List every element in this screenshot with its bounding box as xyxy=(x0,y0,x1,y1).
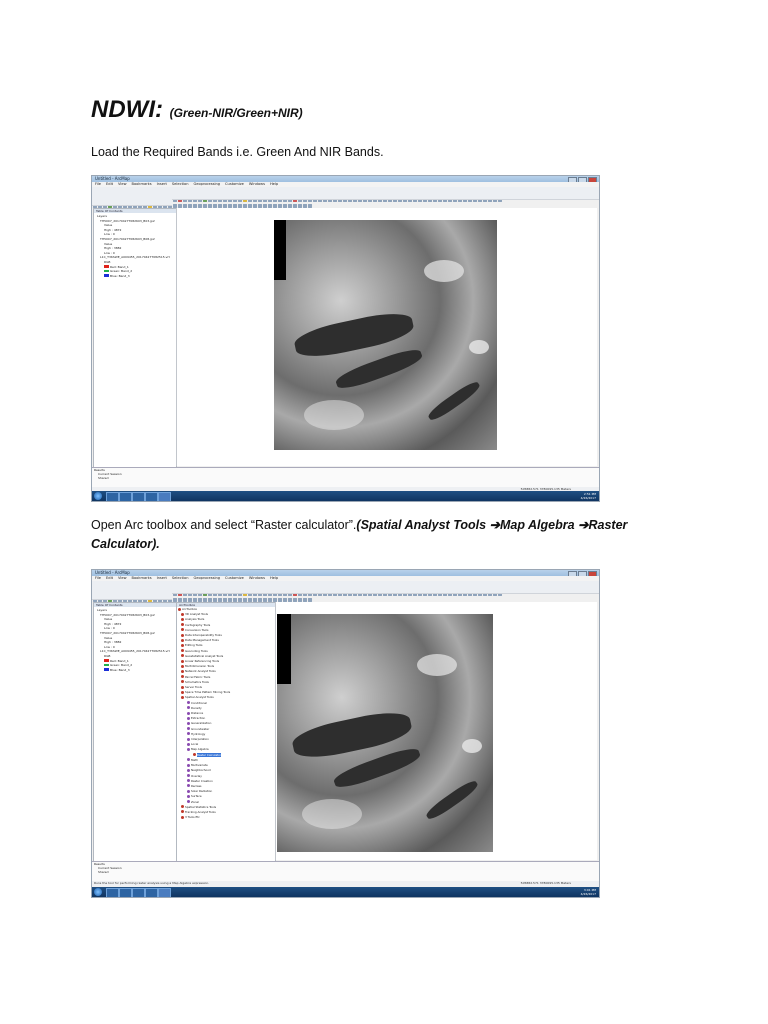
toolbox-item-label: Neighborhood xyxy=(191,768,211,773)
toolbox-item-label: Multidimension Tools xyxy=(185,664,215,669)
toolbox-icon xyxy=(181,816,184,819)
menu-item-geoprocessing[interactable]: Geoprocessing xyxy=(193,182,221,186)
toolbox-tree xyxy=(177,607,275,820)
start-button[interactable] xyxy=(94,888,102,896)
toolbox-item-label: Math xyxy=(191,757,198,762)
toolbox-icon xyxy=(181,649,184,652)
toolbox-item-label: Parcel Fabric Tools xyxy=(185,674,211,679)
menu-item-customize[interactable]: Customize xyxy=(225,576,244,580)
toolbox-icon xyxy=(181,628,184,631)
toolbox-item-label: Tracking Analyst Tools xyxy=(185,809,216,814)
toolbox-item-label: Zonal xyxy=(191,799,199,804)
toolbox-icon xyxy=(187,738,190,741)
toolbox-item-label: Data Interoperability Tools xyxy=(185,633,222,638)
taskbar-app-explorer[interactable] xyxy=(106,492,119,502)
taskbar-app-folder[interactable] xyxy=(119,492,132,502)
toc-item-label: Low : 0 xyxy=(104,250,115,255)
toolbox-item-label: Editing Tools xyxy=(185,643,203,648)
toc-item-label: High : 3882 xyxy=(104,640,122,645)
menu-item-insert[interactable]: Insert xyxy=(156,182,167,186)
toolbox-item-label: Network Analyst Tools xyxy=(185,669,216,674)
band-color-swatch xyxy=(104,664,109,667)
toolbox-item-label: Spatial Statistics Tools xyxy=(185,804,217,809)
band-color-swatch xyxy=(104,668,109,671)
taskbar-clock xyxy=(581,492,596,500)
results-panel xyxy=(92,861,599,882)
toc-list xyxy=(94,607,176,672)
menu-item-windows[interactable]: Windows xyxy=(248,576,265,580)
toolbox-icon xyxy=(187,779,190,782)
toolbox-icon xyxy=(187,743,190,746)
satellite-raster-image xyxy=(274,220,497,450)
toolbox-item[interactable] xyxy=(177,815,275,820)
band-color-swatch xyxy=(104,270,109,273)
arctoolbox-panel xyxy=(176,602,276,862)
toolbox-item-label: Cartography Tools xyxy=(185,622,211,627)
step2-instruction: Open Arc toolbox and select “Raster calculator”. xyxy=(91,518,357,532)
toolbox-icon xyxy=(187,784,190,787)
taskbar-app-media[interactable] xyxy=(132,492,145,502)
menu-item-windows[interactable]: Windows xyxy=(248,182,265,186)
toc-item-label: Red: Band_1 xyxy=(110,264,129,269)
toc-item-label: TH5007_20170427T082603_B08.jp2 xyxy=(100,236,155,241)
toc-item-label: High : 3882 xyxy=(104,246,122,251)
toc-item[interactable] xyxy=(97,668,176,673)
toc-item-label: Layers xyxy=(97,608,107,612)
toolbox-title: ArcToolbox xyxy=(177,603,275,607)
toc-item-label: L1C_T36SWE_A009455_20170427T082515.vrt xyxy=(100,255,170,260)
toolbox-item-label: Solar Radiation xyxy=(191,789,213,794)
toolbox-icon xyxy=(181,654,184,657)
toc-item[interactable] xyxy=(97,274,176,279)
toc-item-label: Green: Band_2 xyxy=(110,663,133,668)
toc-item-label: TH5007_20170427T082603_B08.jp2 xyxy=(100,630,155,635)
menu-item-bookmarks[interactable]: Bookmarks xyxy=(131,182,152,186)
taskbar-app-chrome[interactable] xyxy=(145,492,158,502)
menu-item-edit[interactable]: Edit xyxy=(106,576,113,580)
toolbox-item-label: Surface xyxy=(191,794,202,799)
formula-text: (Green-NIR/Green+NIR) xyxy=(169,106,303,120)
page-title xyxy=(91,96,303,124)
step2-text xyxy=(91,516,651,554)
menu-item-view[interactable]: View xyxy=(117,182,127,186)
toolbox-icon xyxy=(181,618,184,621)
toc-item-label: Value xyxy=(104,617,113,622)
toolbox-item-label: Data Management Tools xyxy=(185,638,219,643)
toolbox-icon xyxy=(181,805,184,808)
toolbox-icon xyxy=(187,790,190,793)
toolbox-item-label: Interpolation xyxy=(191,737,209,742)
toolbox-icon xyxy=(187,732,190,735)
toolbox-icon xyxy=(187,748,190,751)
toolbox-icon xyxy=(187,758,190,761)
toolbox-icon xyxy=(181,680,184,683)
menu-item-edit[interactable]: Edit xyxy=(106,182,113,186)
toolbox-icon xyxy=(181,639,184,642)
window-title: Untitled - ArcMap xyxy=(95,570,130,575)
toolbox-item-label: 3 Tools Etc xyxy=(185,815,200,820)
toolbox-icon xyxy=(181,613,184,616)
results-title: Results xyxy=(94,468,105,472)
title-text: NDWI: xyxy=(91,96,163,123)
satellite-raster-image xyxy=(277,614,493,852)
menu-item-selection[interactable]: Selection xyxy=(171,576,189,580)
taskbar-clock xyxy=(581,888,596,896)
window-title: Untitled - ArcMap xyxy=(95,176,130,181)
toc-item-label: High : 4872 xyxy=(104,227,122,232)
menu-item-help[interactable]: Help xyxy=(269,182,279,186)
toolbox-item-label: Schematics Tools xyxy=(185,679,209,684)
toolbox-icon xyxy=(187,706,190,709)
toolbox-item-label: Density xyxy=(191,705,202,710)
toolbox-item-label: Conditional xyxy=(191,700,207,705)
windows-taskbar xyxy=(92,887,599,897)
toc-title: Table Of Contents xyxy=(94,209,176,213)
toolbox-item-label: Linear Referencing Tools xyxy=(185,659,220,664)
start-button[interactable] xyxy=(94,492,102,500)
step1-text: Load the Required Bands i.e. Green And NIR Bands. xyxy=(91,145,384,159)
toolbox-icon xyxy=(187,769,190,772)
arcmap-screenshot-2 xyxy=(91,569,600,898)
toolbox-item-label: Spatial Analyst Tools xyxy=(185,695,214,700)
taskbar-app-explorer[interactable] xyxy=(106,888,119,898)
clock-date: 4/26/2017 xyxy=(580,892,596,896)
map-view[interactable] xyxy=(275,602,597,860)
editor-toolbar xyxy=(92,593,172,600)
results-item[interactable]: Shared xyxy=(98,870,109,874)
taskbar-app-arcmap[interactable] xyxy=(158,888,171,898)
map-view[interactable] xyxy=(176,208,597,466)
toolbox-icon xyxy=(187,795,190,798)
toolbox-icon xyxy=(181,634,184,637)
toolbox-icon xyxy=(193,753,196,756)
toolbox-icon xyxy=(187,717,190,720)
toc-item-label: L1C_T36SWE_A009455_20170427T082515.vrt xyxy=(100,649,170,654)
status-coords: 505882.571 3780095.135 Meters xyxy=(520,881,571,885)
toc-item-label: RGB xyxy=(104,259,111,264)
toolbox-icon xyxy=(181,623,184,626)
toc-item-label: TH5007_20170427T082603_B03.jp2 xyxy=(100,612,155,617)
menu-item-view[interactable]: View xyxy=(117,576,127,580)
band-color-swatch xyxy=(104,265,109,268)
toolbox-icon xyxy=(181,670,184,673)
results-panel xyxy=(92,467,599,488)
toolbox-item-label: Reclass xyxy=(191,783,202,788)
toolbox-item-label: Distance xyxy=(191,711,204,716)
toc-item-label: Blue: Band_3 xyxy=(110,273,130,278)
toolbox-item-label: Analysis Tools xyxy=(185,617,205,622)
toolbox-icon xyxy=(187,727,190,730)
toolbox-item-label: Generalization xyxy=(191,721,212,726)
toolbox-icon xyxy=(187,774,190,777)
step2-path: (Spatial Analyst Tools ➔Map Algebra ➔Raster Calculator). xyxy=(91,518,628,551)
toolbox-icon xyxy=(181,691,184,694)
toolbox-item-label: Server Tools xyxy=(185,685,202,690)
toolbox-item-label: Raster Creation xyxy=(191,778,213,783)
toolbox-item-label: Groundwater xyxy=(191,726,210,731)
toolbox-icon xyxy=(187,764,190,767)
menu-item-file[interactable]: File xyxy=(95,182,102,186)
status-bar: 505882.571 3780095.135 Meters xyxy=(92,487,599,492)
status-message: Runs the tool for performing raster analysis using a Map Algebra expression. xyxy=(94,881,210,885)
band-color-swatch xyxy=(104,659,109,662)
toolbox-icon xyxy=(181,665,184,668)
taskbar-app-chrome[interactable] xyxy=(145,888,158,898)
toolbox-item-label: Space Time Pattern Mining Tools xyxy=(185,690,231,695)
toc-title: Table Of Contents xyxy=(94,603,176,607)
menu-item-geoprocessing[interactable]: Geoprocessing xyxy=(193,576,221,580)
taskbar-app-arcmap[interactable] xyxy=(158,492,171,502)
toc-item-label: Layers xyxy=(97,214,107,218)
toolbox-item-label: Hydrology xyxy=(191,731,206,736)
results-item[interactable]: Current Session xyxy=(98,472,122,476)
clock-time: 2:51 PM xyxy=(583,492,596,496)
menu-item-selection[interactable]: Selection xyxy=(171,182,189,186)
clock-date: 4/26/2017 xyxy=(580,496,596,500)
toc-item-label: Low : 0 xyxy=(104,644,115,649)
menu-item-insert[interactable]: Insert xyxy=(156,576,167,580)
toolbox-icon xyxy=(181,696,184,699)
toc-item-label: Low : 0 xyxy=(104,626,115,631)
arcmap-screenshot-1 xyxy=(91,175,600,502)
toolbox-icon xyxy=(187,722,190,725)
editor-toolbar xyxy=(92,199,172,206)
toolbox-icon xyxy=(181,686,184,689)
toolbox-item-label: Multivariate xyxy=(191,763,208,768)
toolbox-item-label: Geostatistical Analyst Tools xyxy=(185,653,224,658)
toc-item-label: High : 4872 xyxy=(104,621,122,626)
toolbox-icon xyxy=(181,675,184,678)
menu-item-bookmarks[interactable]: Bookmarks xyxy=(131,576,152,580)
results-item[interactable]: Shared xyxy=(98,476,109,480)
toolbox-item-label: Local xyxy=(191,742,199,747)
toolbox-icon xyxy=(181,644,184,647)
toc-item-label: Low : 0 xyxy=(104,232,115,237)
toc-item-label: Blue: Band_3 xyxy=(110,667,130,672)
windows-taskbar xyxy=(92,491,599,501)
band-color-swatch xyxy=(104,274,109,277)
toc-item-label: RGB xyxy=(104,653,111,658)
toolbox-icon xyxy=(181,660,184,663)
toc-item-label: Green: Band_2 xyxy=(110,269,133,274)
table-of-contents-panel xyxy=(93,602,177,862)
toolbox-icon xyxy=(187,712,190,715)
results-item[interactable]: Current Session xyxy=(98,866,122,870)
clock-time: 3:01 PM xyxy=(583,888,596,892)
toc-list xyxy=(94,213,176,278)
menu-item-file[interactable]: File xyxy=(95,576,102,580)
toolbox-icon xyxy=(181,810,184,813)
toolbox-item-label: Extraction xyxy=(191,716,206,721)
toc-item-label: Value xyxy=(104,223,113,228)
toolbox-item-label: Conversion Tools xyxy=(185,627,209,632)
toc-item-label: Red: Band_1 xyxy=(110,658,129,663)
toolbox-item-label: Map Algebra xyxy=(191,747,209,752)
toc-item-label: TH5007_20170427T082603_B03.jp2 xyxy=(100,218,155,223)
toolbox-icon xyxy=(187,701,190,704)
toolbox-item-label: 3D Analyst Tools xyxy=(185,612,208,617)
menu-item-customize[interactable]: Customize xyxy=(225,182,244,186)
toolbox-icon xyxy=(178,608,181,611)
toc-item-label: Value xyxy=(104,241,113,246)
toolbox-item-label: Raster Calculator xyxy=(197,752,222,757)
toolbox-item-label: Geocoding Tools xyxy=(185,648,208,653)
toc-item-label: Value xyxy=(104,635,113,640)
taskbar-app-folder[interactable] xyxy=(119,888,132,898)
taskbar-app-media[interactable] xyxy=(132,888,145,898)
toolbox-item-label: ArcToolbox xyxy=(182,607,198,611)
toolbox-icon xyxy=(187,800,190,803)
toolbox-item-label: Overlay xyxy=(191,773,202,778)
table-of-contents-panel xyxy=(93,208,177,468)
menu-item-help[interactable]: Help xyxy=(269,576,279,580)
results-title: Results xyxy=(94,862,105,866)
status-bar xyxy=(92,881,599,886)
